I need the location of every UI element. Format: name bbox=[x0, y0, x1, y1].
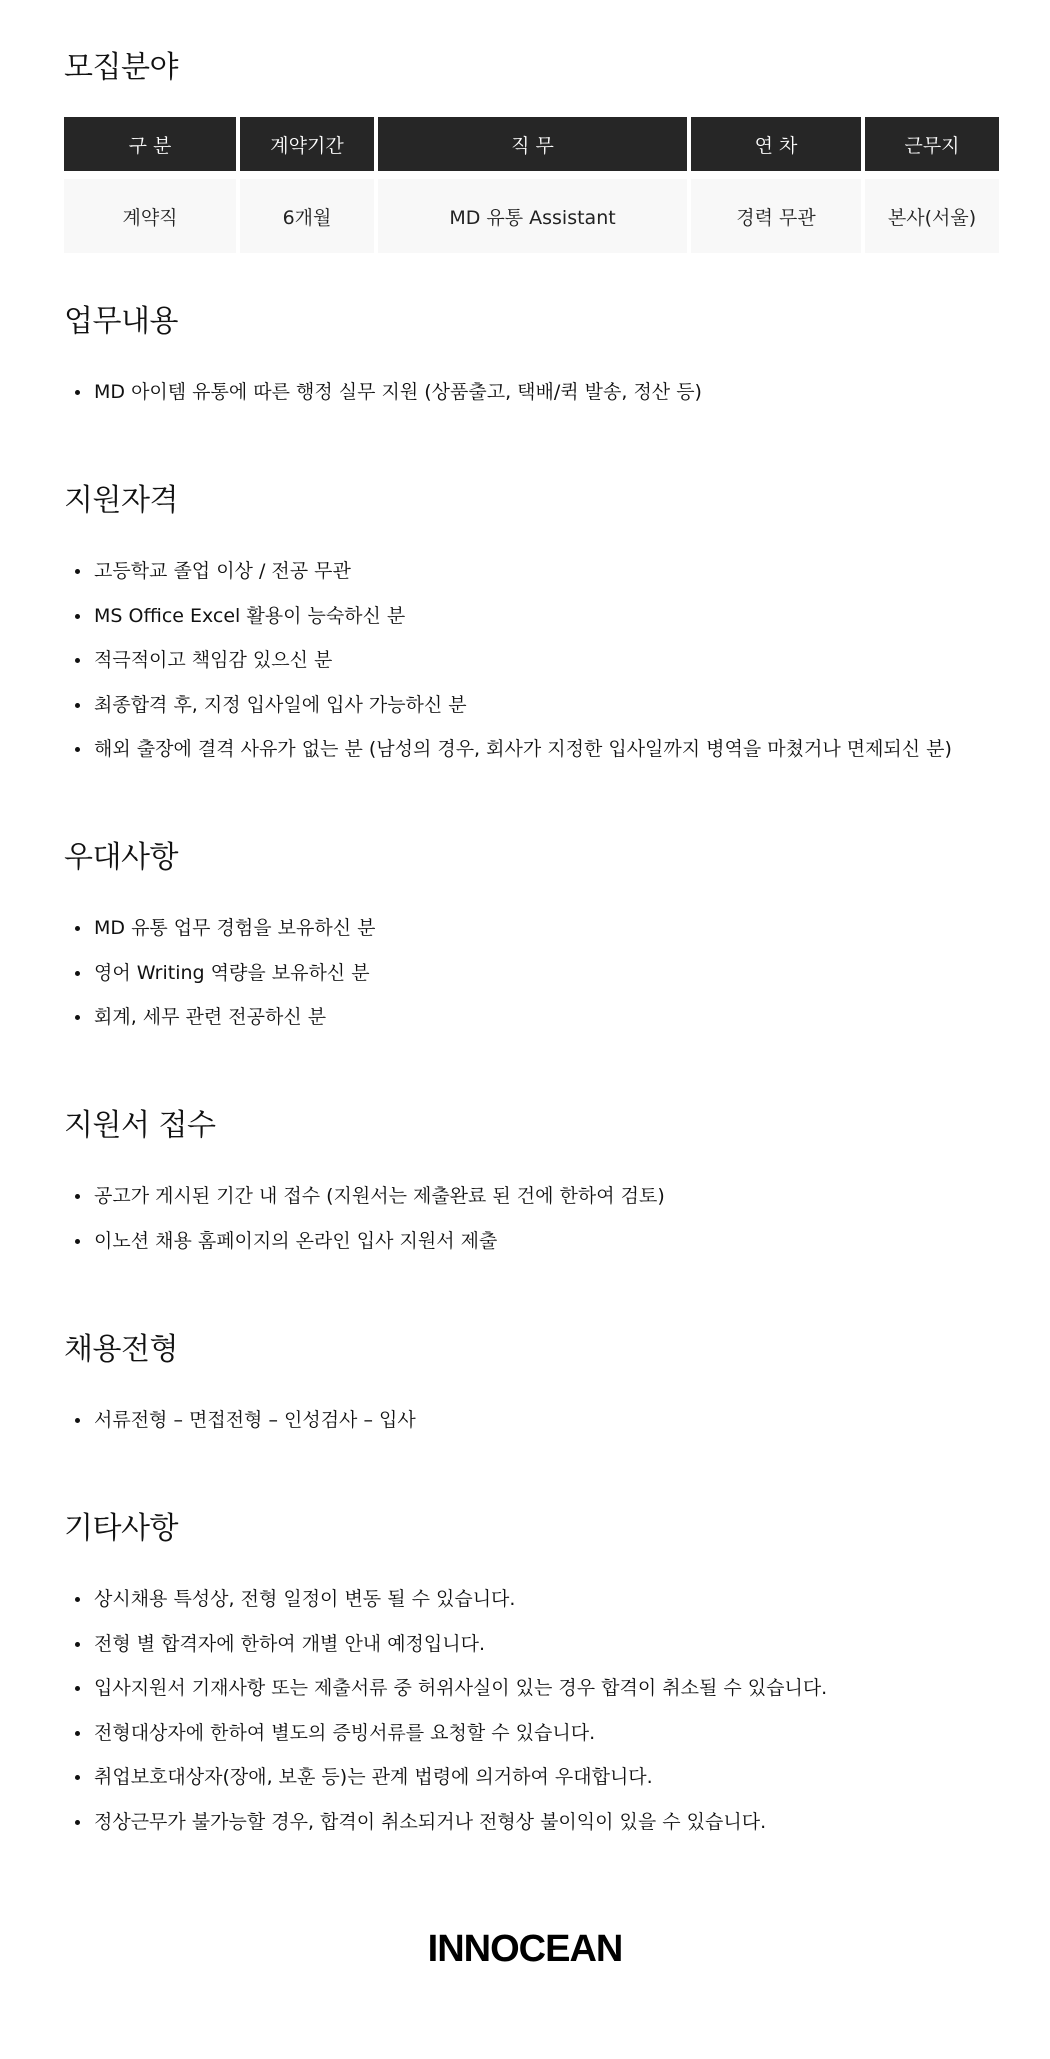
section-title-preferences: 우대사항 bbox=[64, 840, 178, 875]
recruit-table-wrap bbox=[64, 117, 991, 253]
section-duties bbox=[64, 304, 991, 340]
section-qualifications bbox=[64, 483, 991, 519]
qualifications-list bbox=[64, 549, 991, 772]
innocean-logo: INNOCEAN bbox=[427, 1928, 623, 1970]
list-item: 해외 출장에 결격 사유가 없는 분 (남성의 경우, 회사가 지정한 입사일까지 병역을 마쳤거나 면제되신 분) bbox=[64, 727, 991, 772]
list-item: 영어 Writing 역량을 보유하신 분 bbox=[64, 951, 991, 996]
application-list bbox=[64, 1174, 991, 1263]
list-item: 고등학교 졸업 이상 / 전공 무관 bbox=[64, 549, 991, 594]
section-process bbox=[64, 1332, 991, 1368]
cell-category: 계약직 bbox=[64, 179, 236, 253]
list-item: 취업보호대상자(장애, 보훈 등)는 관계 법령에 의거하여 우대합니다. bbox=[64, 1755, 991, 1800]
section-title-process: 채용전형 bbox=[64, 1332, 178, 1367]
list-item: 상시채용 특성상, 전형 일정이 변동 될 수 있습니다. bbox=[64, 1577, 991, 1622]
cell-location: 본사(서울) bbox=[865, 179, 999, 253]
list-item: 이노션 채용 홈페이지의 온라인 입사 지원서 제출 bbox=[64, 1219, 991, 1264]
list-item: 정상근무가 불가능할 경우, 합격이 취소되거나 전형상 불이익이 있을 수 있습니다. bbox=[64, 1800, 991, 1845]
list-item: MD 유통 업무 경험을 보유하신 분 bbox=[64, 906, 991, 951]
section-field bbox=[64, 50, 991, 86]
list-item: 최종합격 후, 지정 입사일에 입사 가능하신 분 bbox=[64, 683, 991, 728]
section-etc bbox=[64, 1511, 991, 1547]
section-title-duties: 업무내용 bbox=[64, 304, 178, 339]
list-item: MS Office Excel 활용이 능숙하신 분 bbox=[64, 594, 991, 639]
cell-job: MD 유통 Assistant bbox=[378, 179, 687, 253]
cell-contract-period: 6개월 bbox=[240, 179, 374, 253]
header-location: 근무지 bbox=[865, 117, 999, 179]
header-experience: 연 차 bbox=[691, 117, 861, 179]
list-item: 서류전형 – 면접전형 – 인성검사 – 입사 bbox=[64, 1398, 991, 1443]
section-application bbox=[64, 1108, 991, 1144]
duties-list bbox=[64, 370, 991, 415]
etc-list bbox=[64, 1577, 991, 1844]
table-row bbox=[64, 179, 999, 253]
list-item: 공고가 게시된 기간 내 접수 (지원서는 제출완료 된 건에 한하여 검토) bbox=[64, 1174, 991, 1219]
recruit-table bbox=[60, 117, 1003, 253]
list-item: 적극적이고 책임감 있으신 분 bbox=[64, 638, 991, 683]
section-title-field: 모집분야 bbox=[64, 50, 178, 85]
table-header-row bbox=[64, 117, 999, 179]
section-title-qualifications: 지원자격 bbox=[64, 483, 178, 518]
section-preferences bbox=[64, 840, 991, 876]
list-item: 회계, 세무 관련 전공하신 분 bbox=[64, 995, 991, 1040]
process-list bbox=[64, 1398, 991, 1443]
section-title-application: 지원서 접수 bbox=[64, 1108, 216, 1143]
list-item: 입사지원서 기재사항 또는 제출서류 중 허위사실이 있는 경우 합격이 취소될 수 있습니다. bbox=[64, 1666, 991, 1711]
header-category: 구 분 bbox=[64, 117, 236, 179]
section-title-etc: 기타사항 bbox=[64, 1511, 178, 1546]
header-job: 직 무 bbox=[378, 117, 687, 179]
cell-experience: 경력 무관 bbox=[691, 179, 861, 253]
preferences-list bbox=[64, 906, 991, 1040]
list-item: 전형 별 합격자에 한하여 개별 안내 예정입니다. bbox=[64, 1622, 991, 1667]
list-item: MD 아이템 유통에 따른 행정 실무 지원 (상품출고, 택배/퀵 발송, 정산 등) bbox=[64, 370, 991, 415]
header-contract-period: 계약기간 bbox=[240, 117, 374, 179]
list-item: 전형대상자에 한하여 별도의 증빙서류를 요청할 수 있습니다. bbox=[64, 1711, 991, 1756]
